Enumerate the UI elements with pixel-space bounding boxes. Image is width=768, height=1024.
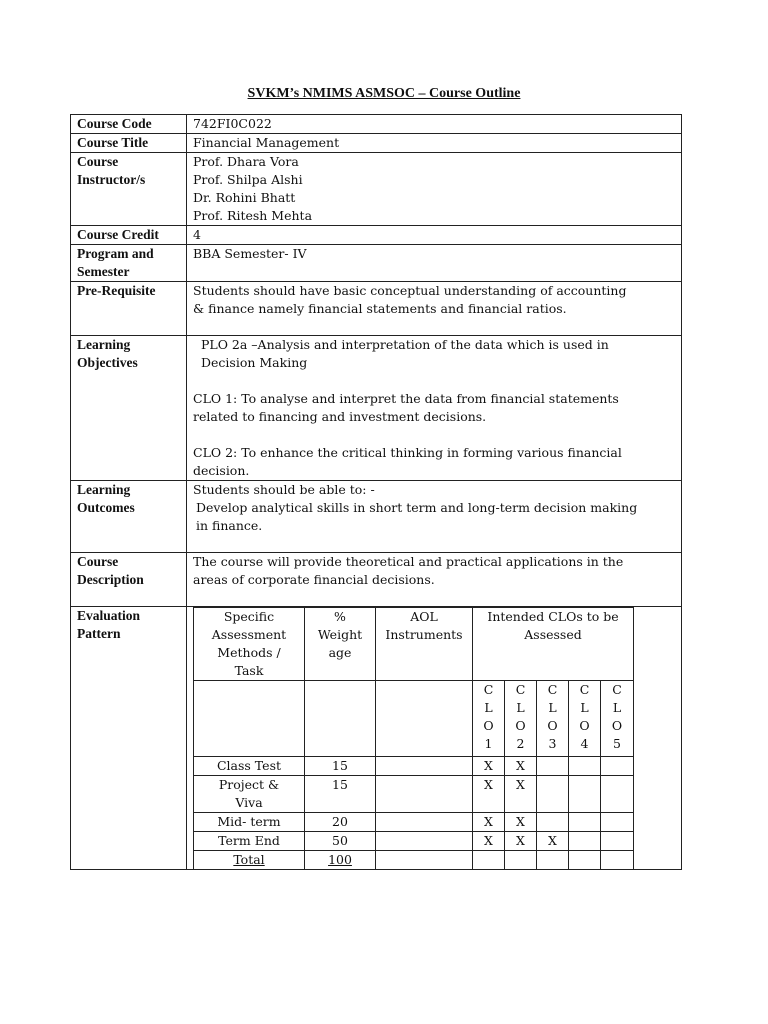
- row-description: [71, 553, 682, 607]
- method-header-line: Assessment: [211, 627, 287, 642]
- outcomes-label: [71, 481, 187, 553]
- course-title-value: Financial Management: [187, 134, 682, 153]
- total-weight-text: 100: [328, 852, 352, 867]
- mark-cell: [569, 757, 601, 776]
- clo5-column-header: C L O 5: [601, 681, 634, 757]
- eval-row-project-viva: [194, 776, 634, 813]
- mark-cell: [601, 757, 634, 776]
- weight-header-line: Weight: [317, 627, 363, 642]
- row-prerequisite: [71, 282, 682, 336]
- program-label-line2: Semester: [77, 264, 130, 279]
- course-outline-table: [70, 114, 682, 870]
- mark-cell: X: [473, 757, 505, 776]
- mark-cell: X: [505, 813, 537, 832]
- row-outcomes: [71, 481, 682, 553]
- task-cell: Mid- term: [194, 813, 305, 832]
- mark-cell: [569, 813, 601, 832]
- task-line: Viva: [235, 795, 263, 810]
- empty-cell: [194, 681, 305, 757]
- row-instructors: [71, 153, 682, 226]
- weight-cell: 50: [305, 832, 376, 851]
- description-label-line1: Course: [77, 554, 119, 569]
- prereq-line1: Students should have basic conceptual understanding of accounting: [193, 283, 627, 298]
- task-cell: [194, 776, 305, 813]
- row-evaluation: [71, 607, 682, 870]
- method-header-line: Methods /: [217, 645, 281, 660]
- clo1-column-header: C L O 1: [473, 681, 505, 757]
- weight-cell: 15: [305, 757, 376, 776]
- description-line1: The course will provide theoretical and practical applications in the: [193, 554, 624, 569]
- clo2-column-header: C L O 2: [505, 681, 537, 757]
- mark-cell: X: [473, 832, 505, 851]
- eval-row-class-test: [194, 757, 634, 776]
- description-label-line2: Description: [77, 572, 144, 587]
- mark-cell: [505, 851, 537, 870]
- clo2-line1: CLO 2: To enhance the critical thinking in forming various financial: [193, 445, 622, 460]
- eval-row-mid-term: [194, 813, 634, 832]
- eval-header-row: [194, 608, 634, 681]
- evaluation-label-line2: Pattern: [77, 626, 121, 641]
- instructor-name: Prof. Ritesh Mehta: [193, 208, 313, 223]
- course-code-label: Course Code: [71, 115, 187, 134]
- aol-cell: [376, 757, 473, 776]
- method-header-line: Specific: [223, 609, 275, 624]
- outcomes-label-line1: Learning: [77, 482, 131, 497]
- mark-cell: X: [473, 776, 505, 813]
- plo-line1: PLO 2a –Analysis and interpretation of the data which is used in: [201, 337, 609, 352]
- eval-row-term-end: [194, 832, 634, 851]
- course-title-label: Course Title: [71, 134, 187, 153]
- outcomes-label-line2: Outcomes: [77, 500, 135, 515]
- mark-cell: [569, 776, 601, 813]
- instructor-name: Prof. Shilpa Alshi: [193, 172, 303, 187]
- course-code-value: 742FI0C022: [187, 115, 682, 134]
- evaluation-table: [193, 607, 634, 870]
- objectives-label-line1: Learning: [77, 337, 131, 352]
- weight-cell: 15: [305, 776, 376, 813]
- evaluation-cell: [187, 607, 682, 870]
- outcomes-line2: in finance.: [196, 518, 263, 533]
- objectives-label-line2: Objectives: [77, 355, 138, 370]
- credit-label: Course Credit: [71, 226, 187, 245]
- mark-cell: [601, 832, 634, 851]
- instructor-name: Dr. Rohini Bhatt: [193, 190, 296, 205]
- plo-line2: Decision Making: [201, 355, 308, 370]
- program-label-line1: Program and: [77, 246, 154, 261]
- outcomes-intro: Students should be able to: -: [193, 482, 375, 497]
- aol-header-line: AOL: [410, 609, 438, 624]
- aol-cell: [376, 851, 473, 870]
- prereq-text: [187, 282, 682, 336]
- evaluation-label: [71, 607, 187, 870]
- mark-cell: X: [473, 813, 505, 832]
- instructors-label-line2: Instructor/s: [77, 172, 146, 187]
- instructors-label: [71, 153, 187, 226]
- total-label-text: Total: [233, 852, 265, 867]
- row-course-code: [71, 115, 682, 134]
- clo1-line2: related to financing and investment decisions.: [193, 409, 487, 424]
- objectives-text: [187, 336, 682, 481]
- row-credit: [71, 226, 682, 245]
- clos-header-line: Intended CLOs to be: [487, 609, 619, 624]
- total-label: [194, 851, 305, 870]
- prereq-line2: & finance namely financial statements and financial ratios.: [193, 301, 567, 316]
- weight-header-line: %: [334, 609, 346, 624]
- method-header-line: Task: [234, 663, 264, 678]
- empty-cell: [376, 681, 473, 757]
- mark-cell: [601, 813, 634, 832]
- mark-cell: X: [505, 776, 537, 813]
- weight-cell: 20: [305, 813, 376, 832]
- instructors-list: [187, 153, 682, 226]
- instructor-name: Prof. Dhara Vora: [193, 154, 299, 169]
- mark-cell: [537, 757, 569, 776]
- task-cell: Term End: [194, 832, 305, 851]
- aol-header-line: Instruments: [385, 627, 463, 642]
- outcomes-text: [187, 481, 682, 553]
- clos-header-line: Assessed: [524, 627, 582, 642]
- eval-clo-row: [194, 681, 634, 757]
- mark-cell: X: [505, 832, 537, 851]
- eval-row-total: [194, 851, 634, 870]
- objectives-label: [71, 336, 187, 481]
- mark-cell: X: [537, 832, 569, 851]
- weight-header-line: age: [328, 645, 352, 660]
- row-program: [71, 245, 682, 282]
- clo3-column-header: C L O 3: [537, 681, 569, 757]
- total-weight: [305, 851, 376, 870]
- weight-header: [305, 608, 376, 681]
- description-label: [71, 553, 187, 607]
- empty-cell: [305, 681, 376, 757]
- mark-cell: [537, 813, 569, 832]
- mark-cell: X: [505, 757, 537, 776]
- clo2-line2: decision.: [193, 463, 250, 478]
- description-line2: areas of corporate financial decisions.: [193, 572, 435, 587]
- document-title: SVKM’s NMIMS ASMSOC – Course Outline: [247, 86, 521, 101]
- clos-header: [473, 608, 634, 681]
- clo1-line1: CLO 1: To analyse and interpret the data from financial statements: [193, 391, 619, 406]
- instructors-label-line1: Course: [77, 154, 119, 169]
- task-cell: Class Test: [194, 757, 305, 776]
- mark-cell: [569, 851, 601, 870]
- aol-cell: [376, 832, 473, 851]
- task-line: Project &: [218, 777, 280, 792]
- mark-cell: [537, 851, 569, 870]
- program-value: BBA Semester- IV: [187, 245, 682, 282]
- aol-cell: [376, 776, 473, 813]
- row-course-title: [71, 134, 682, 153]
- clo4-column-header: C L O 4: [569, 681, 601, 757]
- mark-cell: [569, 832, 601, 851]
- mark-cell: [601, 776, 634, 813]
- row-objectives: [71, 336, 682, 481]
- aol-cell: [376, 813, 473, 832]
- program-label: [71, 245, 187, 282]
- credit-value: 4: [187, 226, 682, 245]
- evaluation-label-line1: Evaluation: [77, 608, 141, 623]
- mark-cell: [537, 776, 569, 813]
- mark-cell: [601, 851, 634, 870]
- description-text: [187, 553, 682, 607]
- prereq-label: Pre-Requisite: [71, 282, 187, 336]
- method-header: [194, 608, 305, 681]
- outcomes-line1: Develop analytical skills in short term and long-term decision making: [196, 500, 638, 515]
- aol-header: [376, 608, 473, 681]
- mark-cell: [473, 851, 505, 870]
